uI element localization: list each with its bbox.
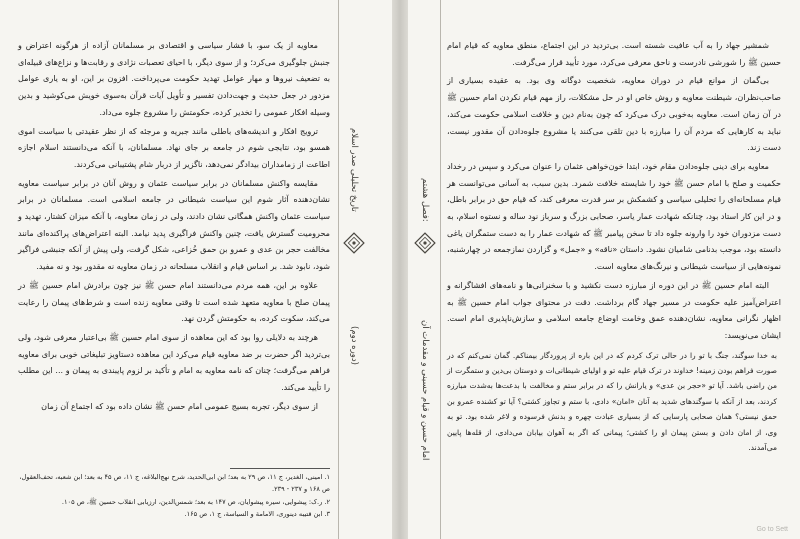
right-page — [408, 0, 800, 539]
paragraph: البته امام حسین ﷺ در این دوره از مبارزه دست نکشید و با سخنرانی‌ها و نامه‌های افشاگرانه و اعتراض‌آمیز علیه حکومت در مسیر جهاد گام برداشت. دقت در محتوای جواب امام حسین ﷺ به اظهار نگرانی معاویه، نشان‌دهنده عمق وخامت اوضاع جامعه اسلامی و سازش‌ناپذیری امام است. ایشان می‌نویسد: — [447, 280, 781, 340]
ornament-icon — [414, 232, 436, 254]
left-running-header — [338, 0, 369, 539]
paragraph: ترویج افکار و اندیشه‌های باطلی مانند جبریه و مرجئه که از نظر عقیدتی با سیاست اموی همسو بود، نتایجی شوم در جامعه بر جای نهاد. مسلمانان، با آنکه می‌دانستند اسلام اجازه اطاعت از زمامداران بیدادگر نمی‌دهد، ناگزیر از دربار شام پشتیبانی می‌کردند. — [18, 126, 330, 169]
ornament-icon — [343, 232, 365, 254]
paragraph: هرچند به دلایلی روا بود که این معاهده از سوی امام حسین ﷺ بی‌اعتبار معرفی شود، ولی بی‌تردید اگر حضرت بر ضد معاویه قیام می‌کرد این معاهده دستاویز تبلیغاتی خوبی برای معاویه فراهم می‌گرفت؛ چنان که نامه معاویه به امام و تأکید بر لزوم پایبندی به پیمان و ... این مطلب را تأیید می‌کند. — [18, 332, 330, 393]
footnote: ۲. ر.ک: پیشوایی، سیره پیشوایان، ص ۱۴۷ به بعد؛ شمس‌الدین، ارزیابی انقلاب حسین ﷺ، ص ۱۰۵. — [61, 497, 330, 506]
paragraph: مقایسه واکنش مسلمانان در برابر سیاست عثمان و روش آنان در برابر سیاست معاویه نشان‌دهنده آثار شوم این سیاست شیطانی در جامعه اسلامی است. مسلمانان در برابر سیاست عثمان واکنش همگانی نشان دادند، ولی در زمان معاویه، با آنکه میزان کشتار، تهدید و محرومیت گسترش یافت، چنین واکنش فراگیری پدید نیامد. البته اعتراض‌های پراکنده‌ای مانند مخالفت حجر بن عدی و عمرو بن حمق خُزاعی، شکل گرفت، ولی پیش از آنکه جنبشی فراگیر شود، نابود شد. بر اساس قیام و انقلاب مسلحانه در زمان معاویه نه مقدور بود و نه مفید. — [18, 178, 330, 272]
footnotes — [18, 471, 330, 520]
running-header-volume: (دوره دوم) — [349, 325, 359, 365]
left-page-body — [18, 38, 330, 417]
left-page — [0, 0, 392, 539]
footnote: ۱. امینی، الغدیر، ج ۱۱، ص ۲۹ به بعد؛ ابن ابی‌الحدید، شرح نهج‌البلاغه، ج ۱۱، ص ۴۵ به بعد؛ ابن شعبه، تحف‌العقول، ص ۱۶۸ و ۲۳۷ - ۲۳۹. — [19, 473, 330, 494]
footnote: ۳. ابن قتیبه دینوری، الامامة و السیاسة، ج ۱، ص ۱۶۵. — [184, 509, 330, 518]
paragraph: معاویه برای دینی جلوه‌دادن مقام خود، ابتدا خون‌خواهی عثمان را عنوان می‌کرد و سپس در رخداد حکمیت و صلح با امام حسن ﷺ خود را شایسته خلافت شمرد. بدین سبب، به آسانی می‌توانست هر قیام مسلحانه‌ای را تحلیلی سیاسی و کشمکش بر سر قدرت معرفی کند، که قیام حق در برابر باطل، و در این کار استاد بود، چنانکه شهادت عمار یاسر، صحابی بزرگ و سرباز نود ساله و نستوه اسلام، به دست مزدوران خود را وارونه جلوه داد تا سخن پیامبر ﷺ که شهادت عمار را به دست ستمگران یاغی دانسته بود، موجب بدنامی شامیان نشود. داستان «ناقه» و «جمل» و گزاردن نمازجمعه در چهارشنبه، نمونه‌هایی از سیاست شیطانی و نیرنگ‌های معاویه است. — [447, 161, 781, 272]
right-page-body — [447, 38, 781, 456]
running-header-book-title: تاریخ تحلیلی صدر اسلام — [349, 128, 359, 212]
footnote-separator — [230, 468, 330, 469]
running-header-chapter-title: امام حسین و قیام حسینی و مقدمات آن — [420, 319, 430, 461]
paragraph: معاویه از یک سو، با فشار سیاسی و اقتصادی بر مسلمانان آزاده از هرگونه اعتراض و جنبش جلوگیری می‌کرد؛ و از سوی دیگر، با احیای تعصبات نژادی و رقابت‌ها و نزاع‌های قبیله‌ای به تضعیف نیروها و مهار عوامل تهدید حکومت می‌پرداخت. افزون بر این، او به یاری عوامل مزدور در جعل حدیث و جهت‌دادن تفسیر و تأویل آیات قرآن به‌سوی خویش می‌کوشید و بدین وسیله افکار عمومی را تخدیر کرده، حکومتش را مشروع جلوه می‌داد. — [18, 41, 330, 117]
watermark-text: Go to Sett — [756, 526, 788, 533]
running-header-chapter: فصل هشتم: — [420, 178, 430, 222]
paragraph: بی‌گمان از موانع قیام در دوران معاویه، شخصیت دوگانه وی بود. به عقیده بسیاری از صاحب‌نظران، شیطنت معاویه و روش خاص او در حل مشکلات، راز مهم قیام نکردن امام حسین ﷺ در آن زمان است. معاویه به‌خوبی درک می‌کرد که چون به‌نام دین و خلافت اسلامی حکومت می‌کند، نباید به کارهایی که مردم آن را مبارزه با دین تلقی می‌کنند یا مشروع جلوه‌دادن آن مقدور نیست، دست زند. — [447, 76, 781, 153]
paragraph: شمشیر جهاد را به آب عافیت شسته است. بی‌تردید در این اجتماع، منطق معاویه که قیام امام حسین ﷺ را شورشی نادرست و ناحق معرفی می‌کرد، مورد تأیید قرار می‌گرفت. — [447, 41, 781, 67]
book-gutter — [392, 0, 408, 539]
paragraph: از سوی دیگر، تجربه بسیج عمومی امام حسن ﷺ نشان داده بود که اجتماع آن زمان — [41, 401, 318, 411]
quoted-letter: به خدا سوگند، جنگ با تو را در حالی ترک کردم که در این باره از پروردگار بیمناکم. گمان نمی‌کنم که در صورت فراهم بودن زمینه! خداوند در ترک قیام علیه تو و اولیای شیطانی‌ات و دوستان بی‌دین و ستمگرت از من راضی باشد. آیا تو «حجر بن عدی» و یارانش را که در برابر ستم و مخالفت با بدعت‌ها به‌شدت مبارزه کردند، بعد از آنکه با سوگندهای شدید به آنان «امان» دادی، با ستم و تجاوز کشتی؟ آیا تو کشنده عمرو بن حمق نیستی؟ همان صحابی پارسایی که از بسیاری عبادت چهره و بدنش فرسوده و لاغر شده بود. تو به وی، از امان دادن و بستن پیمان او را کشتی؛ پیمانی که اگر به آهوان بیابان می‌دادی، از قله‌ها پایین می‌آمدند. — [447, 350, 777, 453]
right-running-header — [410, 0, 441, 539]
paragraph: علاوه بر این، همه مردم می‌دانستند امام حسن ﷺ نیز چون برادرش امام حسین ﷺ در پیمان صلح با معاویه متعهد شده است تا وقتی معاویه زنده است و شرط‌های پیمان را رعایت می‌کند، سکوت کرده، به حکومتش گردن نهد. — [18, 280, 330, 324]
